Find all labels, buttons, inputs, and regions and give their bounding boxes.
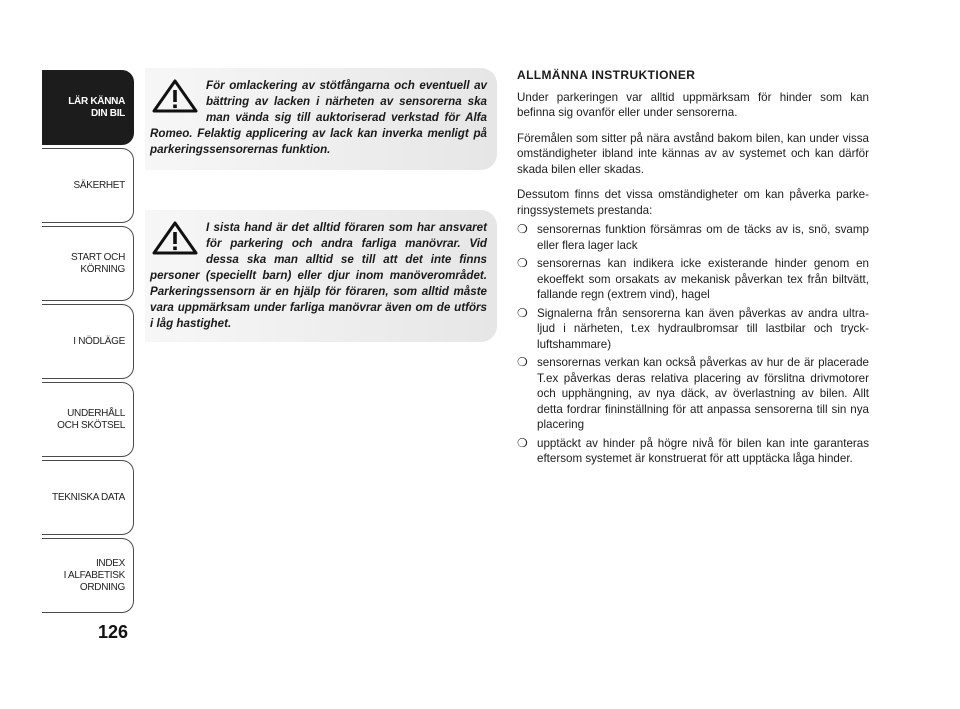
paragraph: Under parkeringen var alltid uppmärksam för hinder som kan befinna sig ovanför eller under sensorerna. (517, 90, 869, 119)
bullet-circle-icon: ❍ (517, 435, 528, 450)
tab-lar-kanna-din-bil[interactable]: LÄR KÄNNA DIN BIL (42, 70, 134, 145)
tab-index-alfabetisk-ordning[interactable]: INDEX I ALFABETISK ORDNING (42, 538, 134, 613)
warning-box-paint (145, 68, 497, 170)
tab-start-och-korning[interactable]: START OCH KÖRNING (42, 226, 134, 301)
tab-sakerhet[interactable]: SÄKERHET (42, 148, 134, 223)
warning-text: I sista hand är det alltid föraren som har ansvaret för parkering och andra farliga manövrar. Vid dessa ska man alltid se till att det inte finns personer (speciellt barn) eller djur inom manöverområdet. Parkeringssensorn är en hjälp för föraren, som alltid måste vara uppmärksam under farliga manövrar även om de utförs i låg hastighet. (150, 221, 487, 330)
tab-i-nodlage[interactable]: I NÖDLÄGE (42, 304, 134, 379)
warning-triangle-icon (150, 220, 200, 256)
paragraph: Dessutom finns det vissa omständigheter om kan påverka parke-ringssystemets prestanda: (517, 188, 869, 217)
general-instructions (517, 68, 869, 470)
warning-text: För omlackering av stötfångarna och eventuell av bättring av lacken i närheten av sensorerna ska man vända sig till auktoriserad verkstad för Alfa Romeo. Felaktig applicering av lack kan inverka menligt på parkeringssensorernas funktion. (150, 79, 487, 156)
list-item: ❍ sensorernas funktion försämras om de täcks av is, snö, svamp eller flera lager lack (517, 222, 869, 252)
list-item: ❍ sensorernas kan indikera icke existerande hinder genom en ekoeffekt som orsakats av mekanisk påverkan tex från biltvätt, fallande regn (extrem vind), hagel (517, 256, 869, 301)
bullet-circle-icon: ❍ (517, 222, 528, 236)
bullet-circle-icon: ❍ (517, 256, 528, 270)
paragraph: Föremålen som sitter på nära avstånd bakom bilen, kan under vissa omständigheter ibland inte kännas av av systemet och kan därför skada bilen eller skadas. (517, 131, 869, 176)
warning-triangle-icon (150, 78, 200, 114)
bullet-circle-icon: ❍ (517, 355, 528, 369)
list-item: ❍ upptäckt av hinder på högre nivå för bilen kan inte garanteras eftersom systemet är konstruerat för att upptäcka låga hinder. (517, 435, 869, 465)
page-number: 126 (98, 622, 129, 642)
bullet-circle-icon: ❍ (517, 305, 528, 320)
list-item: ❍ sensorernas verkan kan också påverkas av hur de är placerade T.ex påverkas deras relativa placering av förslitna drivmotorer och upphängning, av nya däck, av överlastning av bilen. Allt detta fordrar fininställning för att anpassa sensorerna till sin nya placering (517, 355, 869, 431)
chapter-tabs (42, 70, 134, 616)
bullet-list (517, 222, 869, 467)
tab-tekniska-data[interactable]: TEKNISKA DATA (42, 460, 134, 535)
list-item: ❍ Signalerna från sensorerna kan även påverkas av andra ultra-ljud i närheten, t.ex hydraulbromsar till lastbilar och tryck-luftshammare) (517, 305, 869, 351)
section-title: ALLMÄNNA INSTRUKTIONER (517, 68, 696, 82)
tab-underhall-och-skotsel[interactable]: UNDERHÅLL OCH SKÖTSEL (42, 382, 134, 457)
warning-box-driver-responsibility (145, 210, 497, 342)
